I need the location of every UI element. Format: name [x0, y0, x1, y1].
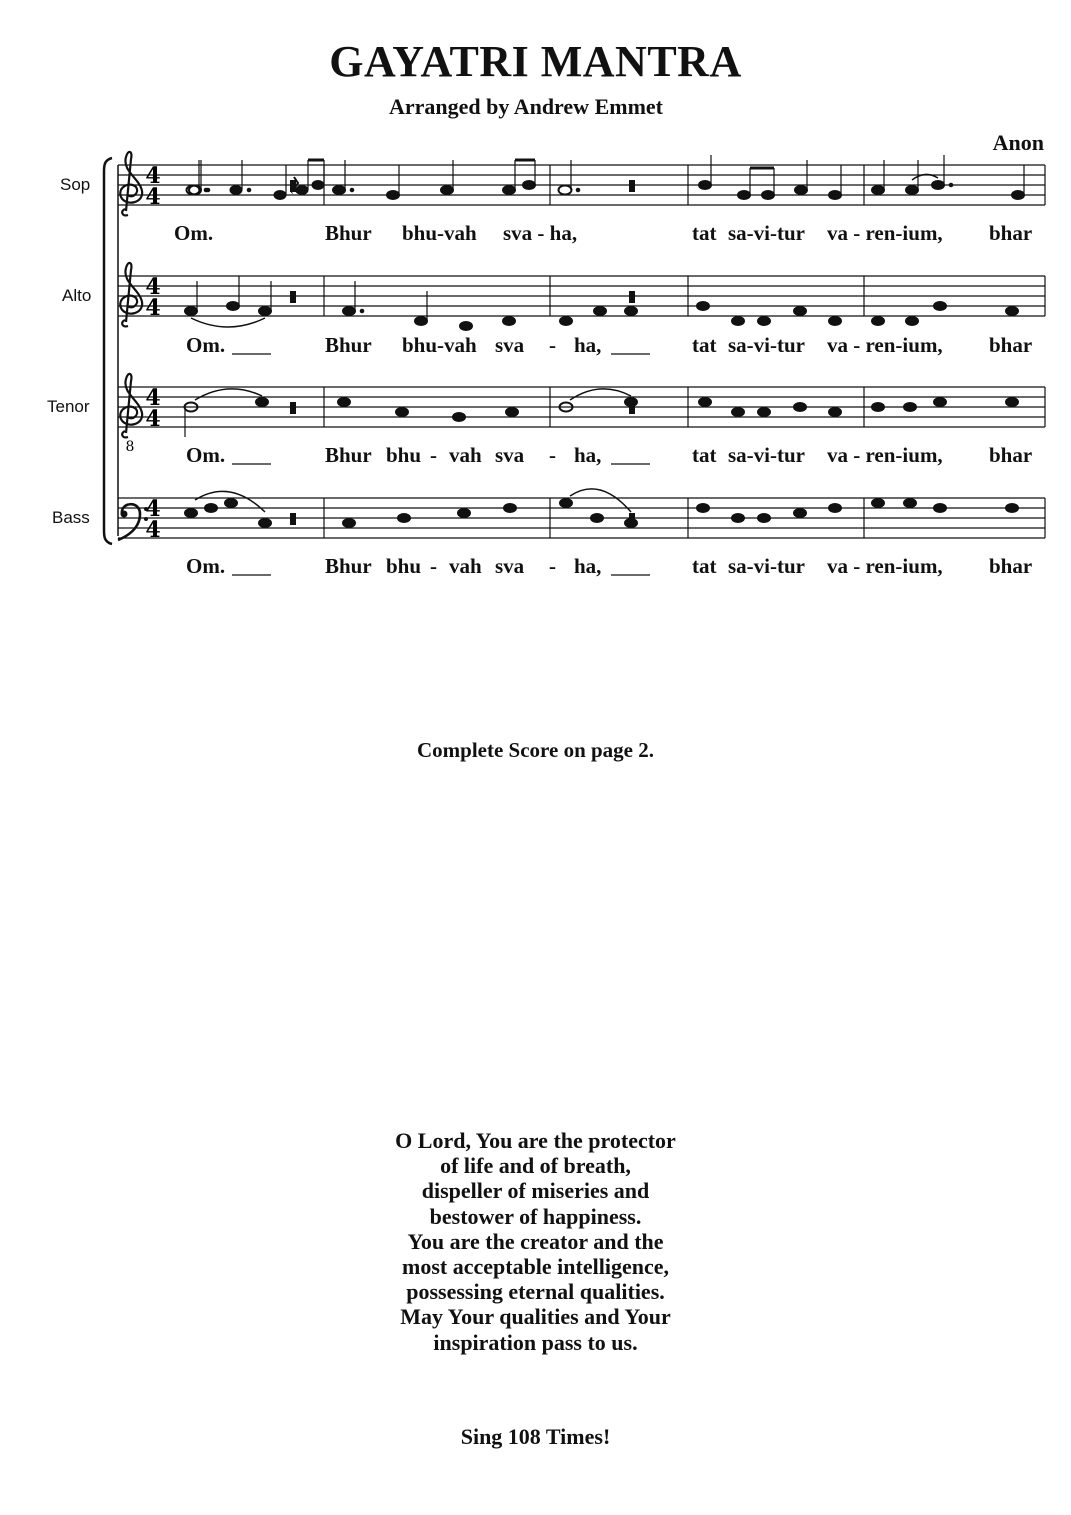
lyric-tenor-6: sva — [495, 443, 525, 467]
arranger-credit: Arranged by Andrew Emmet — [389, 94, 663, 119]
lyric-tenor-10: sa-vi-tur — [728, 443, 805, 467]
part-label-alto: Alto — [62, 286, 92, 305]
lyric-tenor-11: va - ren-ium, — [827, 443, 943, 467]
lyric-tenor-9: tat — [692, 443, 717, 467]
lyric-bass-2: Bhur — [325, 554, 372, 578]
lyric-bass-1: Om. — [186, 554, 226, 578]
lyric-alto-10: bhar — [989, 333, 1033, 357]
lyric-bass-3: bhu — [386, 554, 422, 578]
lyric-bass-12: bhar — [989, 554, 1033, 578]
verse-line: You are the creator and the — [407, 1228, 664, 1254]
lyric-bass-10: sa-vi-tur — [728, 554, 805, 578]
complete-score-note: Complete Score on page 2. — [417, 738, 654, 762]
lyric-tenor-8: ha, — [574, 443, 602, 467]
lyric-sop-8: bhar — [989, 221, 1033, 245]
footer-instruction: Sing 108 Times! — [460, 1424, 611, 1449]
lyric-sop-1: Om. — [174, 221, 214, 245]
verse-line: May Your qualities and Your — [400, 1304, 671, 1330]
verse-line: most acceptable intelligence, — [402, 1254, 669, 1280]
lyric-bass-5: vah — [449, 554, 482, 578]
lyric-alto-9: va - ren-ium, — [827, 333, 943, 357]
lyric-bass-8: ha, — [574, 554, 602, 578]
verse-line: dispeller of miseries and — [421, 1178, 650, 1204]
lyric-sop-7: va - ren-ium, — [827, 221, 943, 245]
lyric-tenor-2: Bhur — [325, 443, 372, 467]
lyric-extenders — [0, 0, 1071, 600]
lyric-sop-2: Bhur — [325, 221, 372, 245]
tenor-octave-mark: 8 — [125, 439, 135, 455]
score-title: GAYATRI MANTRA — [329, 37, 742, 86]
lyric-bass-11: va - ren-ium, — [827, 554, 943, 578]
lyric-tenor-5: vah — [449, 443, 482, 467]
lyric-alto-4: sva — [495, 333, 525, 357]
lyric-alto-8: sa-vi-tur — [728, 333, 805, 357]
part-label-bass: Bass — [52, 508, 90, 527]
music-score: 4 4 8 — [0, 0, 1071, 600]
lyric-alto-3: bhu-vah — [402, 333, 477, 357]
lyric-tenor-4: - — [430, 443, 437, 467]
lyric-sop-4: sva - ha, — [503, 221, 578, 245]
lyric-bass-6: sva — [495, 554, 525, 578]
verse-line: possessing eternal qualities. — [406, 1279, 665, 1305]
part-label-tenor: Tenor — [47, 397, 90, 416]
lyric-alto-1: Om. — [186, 333, 226, 357]
lyric-sop-6: sa-vi-tur — [728, 221, 805, 245]
lyric-alto-5: - — [549, 333, 556, 357]
verse-line: O Lord, You are the protector — [395, 1128, 676, 1153]
lyric-sop-5: tat — [692, 221, 717, 245]
lyric-alto-7: tat — [692, 333, 717, 357]
lyric-alto-2: Bhur — [325, 333, 372, 357]
verse-line: bestower of happiness. — [429, 1203, 642, 1229]
verse-translation — [0, 1128, 1071, 1355]
lyric-tenor-1: Om. — [186, 443, 226, 467]
lyric-bass-7: - — [549, 554, 556, 578]
part-label-sop: Sop — [60, 175, 91, 194]
lyric-bass-4: - — [430, 554, 437, 578]
lyric-tenor-3: bhu — [386, 443, 422, 467]
lyric-tenor-7: - — [549, 443, 556, 467]
lyric-alto-6: ha, — [574, 333, 602, 357]
lyric-tenor-12: bhar — [989, 443, 1033, 467]
composer-credit: Anon — [992, 130, 1044, 155]
lyric-sop-3: bhu-vah — [402, 221, 477, 245]
verse-line: inspiration pass to us. — [433, 1329, 638, 1355]
lyric-bass-9: tat — [692, 554, 717, 578]
verse-line: of life and of breath, — [440, 1153, 631, 1179]
